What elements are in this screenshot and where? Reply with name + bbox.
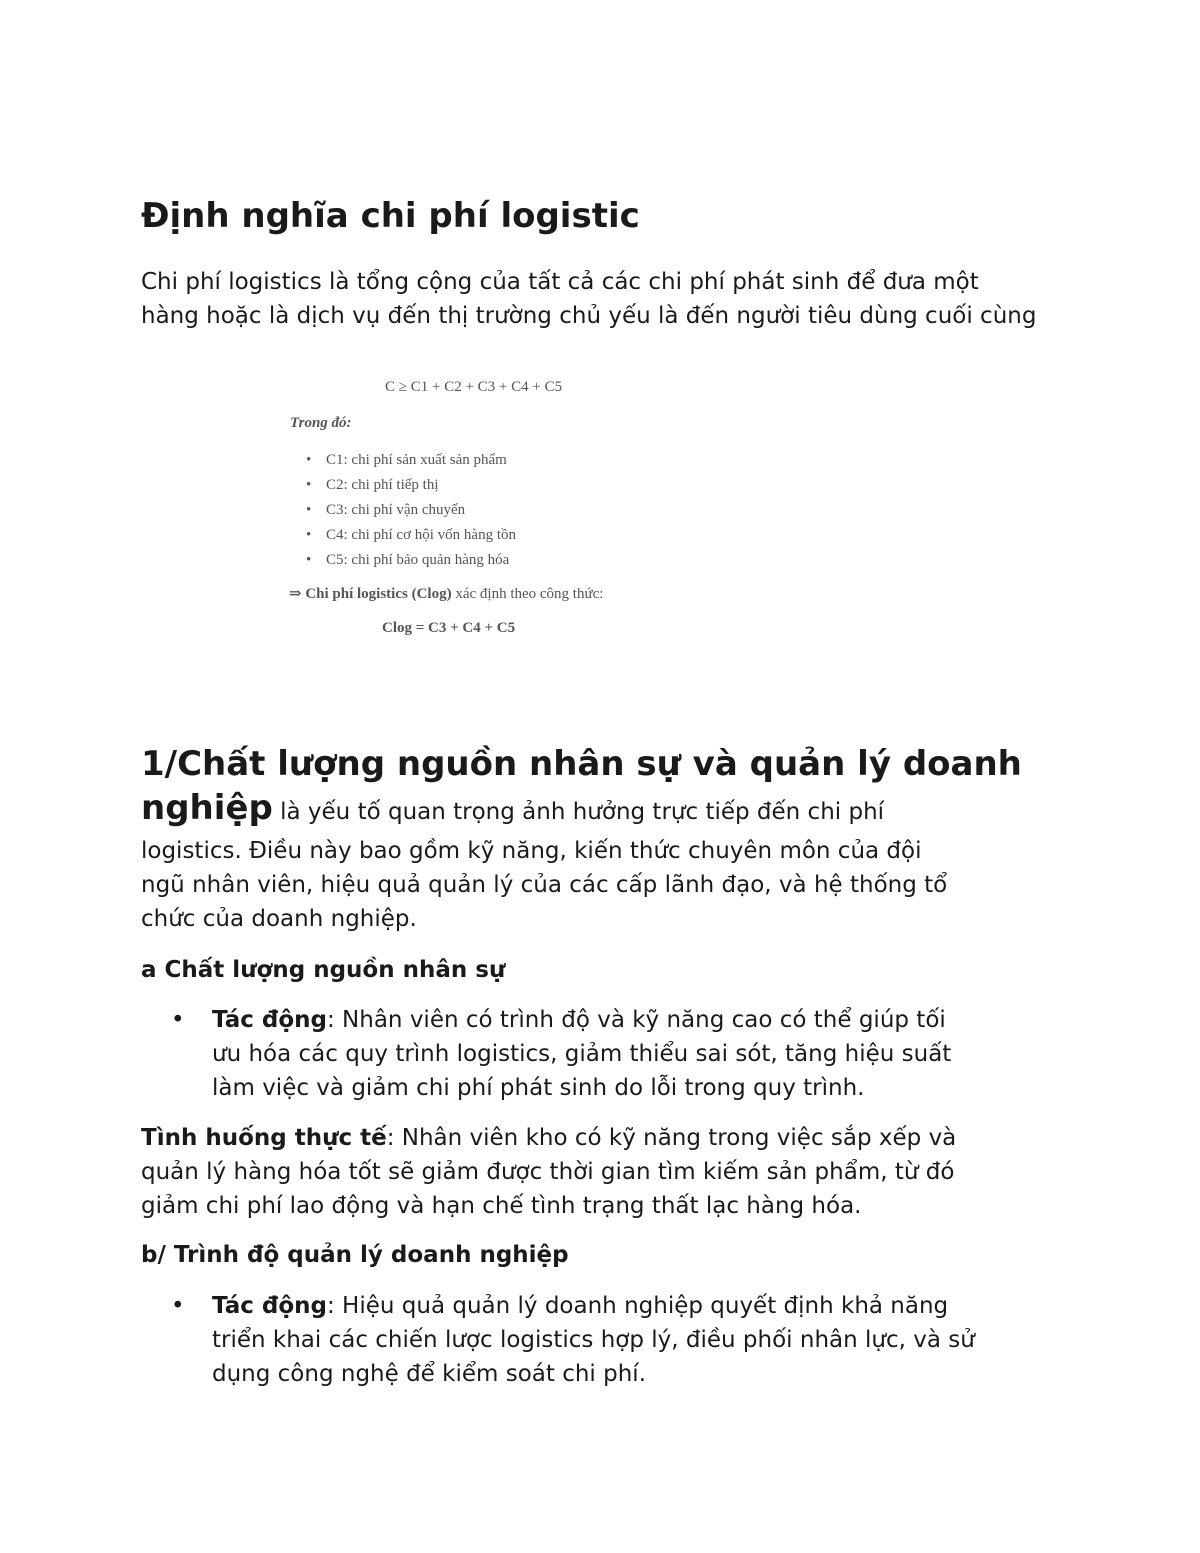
- bullet-icon: •: [306, 552, 312, 568]
- case-paragraph: Tình huống thực tế: Nhân viên kho có kỹ năng trong việc sắp xếp và quản lý hàng hóa tốt sẽ giảm được thời gian tìm kiếm sản phẩm, từ đó giảm chi phí lao động và hạn chế tình trạng thất lạc hàng hóa.: [141, 1125, 957, 1219]
- subheading-a: a Chất lượng nguồn nhân sự: [141, 957, 506, 983]
- bullet-icon: •: [306, 527, 312, 543]
- intro-line: hàng hoặc là dịch vụ đến thị trường chủ yếu là đến người tiêu dùng cuối cùng: [141, 303, 1037, 329]
- list-item: • C1: chi phí sản xuất sản phẩm: [306, 448, 516, 473]
- list-item: • C5: chi phí bảo quản hàng hóa: [306, 548, 516, 573]
- formula-clog: Clog = C3 + C4 + C5: [382, 620, 516, 636]
- section-1-line: chức của doanh nghiệp.: [141, 906, 417, 932]
- section-1-line: nghiệp là yếu tố quan trọng ảnh hưởng trực tiếp đến chi phí: [141, 788, 885, 828]
- bullet-text: Tác động: Hiệu quả quản lý doanh nghiệp quyết định khả năng triển khai các chiến lược logistics hợp lý, điều phối nhân lực, và sử dụng công nghệ để kiểm soát chi phí.: [212, 1293, 975, 1387]
- list-item: • C4: chi phí cơ hội vốn hàng tồn: [306, 523, 516, 548]
- intro-paragraph: [141, 265, 1081, 333]
- bullet-icon: •: [306, 502, 312, 518]
- bullet-icon: •: [171, 1007, 185, 1033]
- subheading-b: b/ Trình độ quản lý doanh nghiệp: [141, 1242, 569, 1268]
- formula-main: C ≥ C1 + C2 + C3 + C4 + C5: [385, 379, 563, 395]
- section-1-line: logistics. Điều này bao gồm kỹ năng, kiến thức chuyên môn của đội: [141, 838, 922, 864]
- formula-result: ⇒ Chi phí logistics (Clog) xác định theo công thức:: [289, 586, 604, 602]
- intro-line: Chi phí logistics là tổng cộng của tất cả các chi phí phát sinh để đưa một: [141, 269, 979, 295]
- section-1-line: ngũ nhân viên, hiệu quả quản lý của các cấp lãnh đạo, và hệ thống tổ: [141, 872, 948, 898]
- formula-terms-list: [306, 448, 516, 573]
- section-1-heading-cont: nghiệp: [141, 788, 273, 828]
- bullet-text: Tác động: Nhân viên có trình độ và kỹ năng cao có thể giúp tối ưu hóa các quy trình logistics, giảm thiểu sai sót, tăng hiệu suất làm việc và giảm chi phí phát sinh do lỗi trong quy trình.: [212, 1007, 952, 1101]
- list-item: • C2: chi phí tiếp thị: [306, 473, 516, 498]
- page-title: Định nghĩa chi phí logistic: [141, 196, 640, 236]
- section-1: [141, 742, 1081, 936]
- section-1-heading: 1/Chất lượng nguồn nhân sự và quản lý doanh: [141, 744, 1022, 784]
- formula-image: [280, 372, 780, 642]
- formula-where-label: Trong đó:: [290, 415, 352, 431]
- bullet-icon: •: [171, 1293, 185, 1319]
- bullet-icon: •: [306, 477, 312, 493]
- bullet-icon: •: [306, 452, 312, 468]
- list-item: • C3: chi phí vận chuyển: [306, 498, 516, 523]
